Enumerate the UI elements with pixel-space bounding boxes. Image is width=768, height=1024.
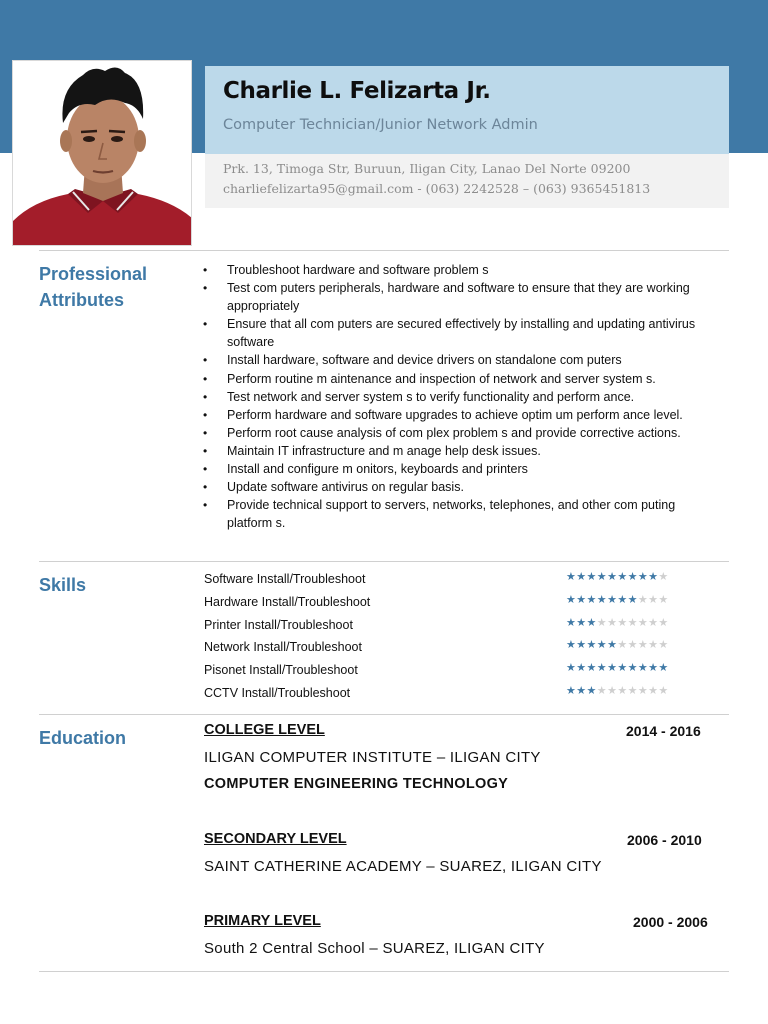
attributes-list: [203, 261, 723, 532]
bullet-icon: •: [203, 407, 208, 422]
skill-row: [204, 592, 694, 615]
star-icon: ★: [627, 661, 638, 675]
attribute-item: [203, 261, 723, 279]
star-icon: ★: [586, 638, 597, 652]
profile-portrait-image: [13, 61, 192, 246]
star-icon: ★: [576, 592, 587, 606]
bullet-icon: •: [203, 498, 208, 513]
star-icon: ★: [648, 592, 659, 606]
profile-photo: [12, 60, 192, 246]
bullet-icon: •: [203, 425, 208, 440]
star-icon: ★: [637, 615, 649, 629]
secondary-years: 2006 - 2010: [627, 832, 702, 848]
star-icon: ★: [576, 638, 587, 652]
primary-school: South 2 Central School – SUAREZ, ILIGAN CITY: [204, 940, 545, 957]
star-icon: ★: [586, 592, 597, 606]
star-icon: ★: [648, 683, 659, 697]
skill-name: Printer Install/Troubleshoot: [204, 617, 353, 632]
star-icon: ★: [658, 592, 669, 606]
attribute-text: Troubleshoot hardware and software problem s: [227, 263, 489, 277]
skill-row: [204, 637, 694, 660]
star-icon: ★: [648, 570, 659, 583]
divider-skills: [39, 561, 729, 562]
star-icon: ★: [617, 683, 628, 697]
bullet-icon: •: [203, 371, 208, 386]
attributes-title-line1: Professional: [39, 264, 148, 284]
skill-row: [204, 615, 694, 638]
star-icon: ★: [617, 615, 628, 629]
attribute-text: Test com puters peripherals, hardware and software to ensure that they are working appropriately: [227, 281, 690, 314]
attribute-item: [203, 460, 723, 478]
divider-attributes: [39, 250, 729, 251]
secondary-level-heading: SECONDARY LEVEL: [204, 831, 347, 847]
bullet-icon: •: [203, 480, 208, 495]
attribute-item: [203, 388, 723, 406]
star-icon: ★: [627, 592, 638, 606]
star-icon: ★: [627, 683, 638, 697]
skill-name: Network Install/Troubleshoot: [204, 640, 362, 655]
star-icon: ★: [596, 592, 608, 606]
star-icon: ★: [566, 638, 577, 652]
star-icon: ★: [627, 638, 638, 652]
bullet-icon: •: [203, 317, 208, 332]
section-title-education: Education: [39, 728, 127, 748]
bullet-icon: •: [203, 389, 208, 404]
skill-row: [204, 660, 694, 683]
star-icon: ★: [566, 570, 577, 583]
section-title-skills: Skills: [39, 575, 87, 595]
star-icon: ★: [576, 615, 587, 629]
star-icon: ★: [586, 683, 597, 697]
primary-level-heading: PRIMARY LEVEL: [204, 913, 321, 929]
secondary-school: SAINT CATHERINE ACADEMY – SUAREZ, ILIGAN CITY: [204, 858, 602, 875]
skill-rating: [566, 638, 669, 651]
attribute-text: Update software antivirus on regular basis.: [227, 480, 464, 495]
candidate-name: Charlie L. Felizarta Jr.: [223, 78, 491, 104]
bullet-icon: •: [203, 462, 208, 477]
primary-years: 2000 - 2006: [633, 914, 708, 930]
star-icon: ★: [648, 615, 659, 629]
college-school: ILIGAN COMPUTER INSTITUTE – ILIGAN CITY: [204, 749, 541, 766]
bullet-icon: •: [203, 263, 208, 277]
star-icon: ★: [637, 683, 649, 697]
star-icon: ★: [617, 570, 628, 583]
star-icon: ★: [596, 615, 608, 629]
divider-bottom: [39, 971, 729, 972]
skill-rating: [566, 661, 669, 674]
star-icon: ★: [596, 570, 608, 583]
skill-name: Software Install/Troubleshoot: [204, 572, 366, 586]
attributes-title-line2: Attributes: [39, 290, 124, 310]
star-icon: ★: [648, 638, 659, 652]
skill-rating: [566, 570, 669, 583]
star-icon: ★: [607, 638, 618, 652]
star-icon: ★: [617, 592, 628, 606]
star-icon: ★: [658, 615, 669, 629]
star-icon: ★: [637, 661, 649, 675]
star-icon: ★: [637, 592, 649, 606]
star-icon: ★: [627, 570, 638, 583]
attribute-item: [203, 279, 723, 315]
divider-education: [39, 714, 729, 715]
skill-row: [204, 683, 694, 706]
college-years: 2014 - 2016: [626, 723, 701, 739]
attribute-item: [203, 351, 723, 369]
attribute-item: [203, 315, 723, 351]
college-level-heading: COLLEGE LEVEL: [204, 722, 325, 738]
bullet-icon: •: [203, 353, 208, 368]
star-icon: ★: [586, 661, 597, 675]
skills-table: [204, 569, 694, 706]
star-icon: ★: [607, 592, 618, 606]
attribute-item: [203, 496, 723, 532]
star-icon: ★: [648, 661, 659, 675]
name-panel: [205, 66, 729, 154]
star-icon: ★: [607, 615, 618, 629]
star-icon: ★: [576, 570, 587, 583]
section-title-attributes: [39, 261, 147, 313]
attribute-text: Provide technical support to servers, networks, telephones, and other com puting platform s.: [227, 498, 676, 531]
star-icon: ★: [566, 683, 577, 697]
star-icon: ★: [607, 683, 618, 697]
attribute-text: Test network and server system s to verify functionality and perform ance.: [227, 389, 635, 404]
address-text: Prk. 13, Timoga Str, Buruun, Iligan City, Lanao Del Norte 09200: [223, 161, 631, 176]
attribute-item: [203, 406, 723, 424]
skill-name: Hardware Install/Troubleshoot: [204, 594, 371, 609]
star-icon: ★: [658, 683, 669, 697]
star-icon: ★: [596, 661, 608, 675]
star-icon: ★: [607, 661, 618, 675]
star-icon: ★: [637, 638, 649, 652]
skill-rating: [566, 616, 669, 629]
star-icon: ★: [586, 615, 597, 629]
contact-panel: [205, 154, 729, 208]
star-icon: ★: [576, 683, 587, 697]
attribute-text: Perform routine m aintenance and inspection of network and server system s.: [227, 371, 656, 386]
attribute-item: [203, 424, 723, 442]
star-icon: ★: [596, 683, 608, 697]
skill-name: CCTV Install/Troubleshoot: [204, 685, 351, 700]
star-icon: ★: [576, 661, 587, 675]
bullet-icon: •: [203, 443, 208, 458]
attribute-item: [203, 370, 723, 388]
contact-text: charliefelizarta95@gmail.com - (063) 2242528 – (063) 9365451813: [223, 181, 651, 196]
attribute-text: Install hardware, software and device drivers on standalone com puters: [227, 353, 622, 368]
star-icon: ★: [658, 570, 669, 583]
attribute-item: [203, 442, 723, 460]
attribute-text: Perform hardware and software upgrades to achieve optim um perform ance level.: [227, 407, 683, 422]
star-icon: ★: [586, 570, 597, 583]
job-title: Computer Technician/Junior Network Admin: [223, 117, 538, 133]
bullet-icon: •: [203, 281, 208, 296]
attribute-text: Install and configure m onitors, keyboards and printers: [227, 462, 528, 477]
star-icon: ★: [566, 661, 577, 675]
skill-name: Pisonet Install/Troubleshoot: [204, 663, 358, 678]
skill-rating: [566, 593, 669, 606]
star-icon: ★: [658, 638, 669, 652]
college-course: COMPUTER ENGINEERING TECHNOLOGY: [204, 776, 509, 792]
star-icon: ★: [566, 615, 577, 629]
attribute-text: Ensure that all com puters are secured effectively by installing and updating antivirus software: [227, 317, 696, 350]
skill-rating: [566, 684, 669, 697]
skill-row: [204, 569, 694, 592]
star-icon: ★: [627, 615, 638, 629]
star-icon: ★: [566, 592, 577, 606]
attribute-text: Maintain IT infrastructure and m anage help desk issues.: [227, 443, 541, 458]
star-icon: ★: [617, 638, 628, 652]
star-icon: ★: [596, 638, 608, 652]
star-icon: ★: [637, 570, 649, 583]
attribute-item: [203, 478, 723, 496]
attribute-text: Perform root cause analysis of com plex problem s and provide corrective actions.: [227, 425, 681, 440]
star-icon: ★: [658, 661, 669, 675]
star-icon: ★: [617, 661, 628, 675]
star-icon: ★: [607, 570, 618, 583]
